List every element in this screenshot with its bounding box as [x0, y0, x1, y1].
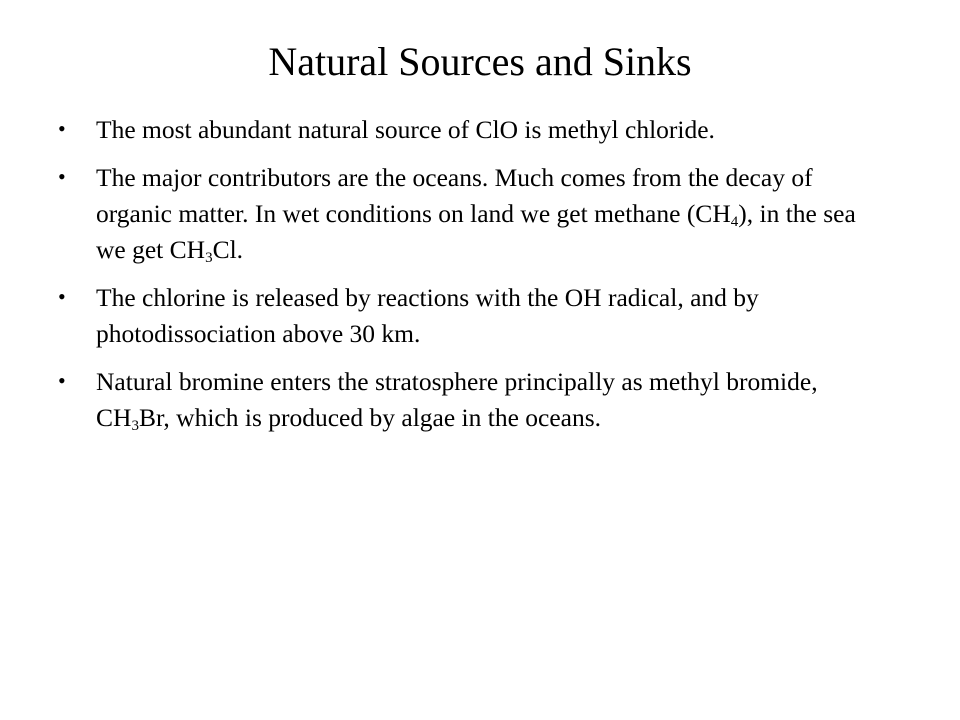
- subscript: 4: [730, 214, 739, 230]
- bullet-text-part: Br, which is produced by algae in the oceans.: [138, 403, 602, 432]
- bullet-dot-icon: •: [58, 116, 66, 141]
- bullet-dot-icon: •: [58, 164, 66, 189]
- bullet-item-2: [58, 160, 888, 268]
- bullet-text: The most abundant natural source of ClO is methyl chloride.: [96, 115, 715, 144]
- bullet-text: The chlorine is released by reactions with the OH radical, and by photodissociation above 30 km.: [96, 283, 759, 348]
- bullet-dot-icon: •: [58, 284, 66, 309]
- subscript: 3: [131, 418, 139, 434]
- bullet-text-part: Cl.: [212, 235, 244, 264]
- bullet-text-part: The major contributors are the oceans. Much comes from the decay of organic matter. In wet conditions on land we get methane (CH: [96, 163, 813, 228]
- slide-title: Natural Sources and Sinks: [268, 39, 692, 84]
- bullet-list: [58, 112, 888, 448]
- bullet-item-3: [58, 280, 888, 352]
- bullet-item-4: [58, 364, 888, 436]
- bullet-item-1: [58, 112, 888, 148]
- bullet-dot-icon: •: [58, 368, 66, 393]
- subscript: 3: [205, 250, 213, 266]
- bullet-text-part: Natural bromine enters the stratosphere principally as methyl bromide, CH: [96, 367, 818, 432]
- bullet-text-part: ), in the sea we get CH: [96, 199, 856, 264]
